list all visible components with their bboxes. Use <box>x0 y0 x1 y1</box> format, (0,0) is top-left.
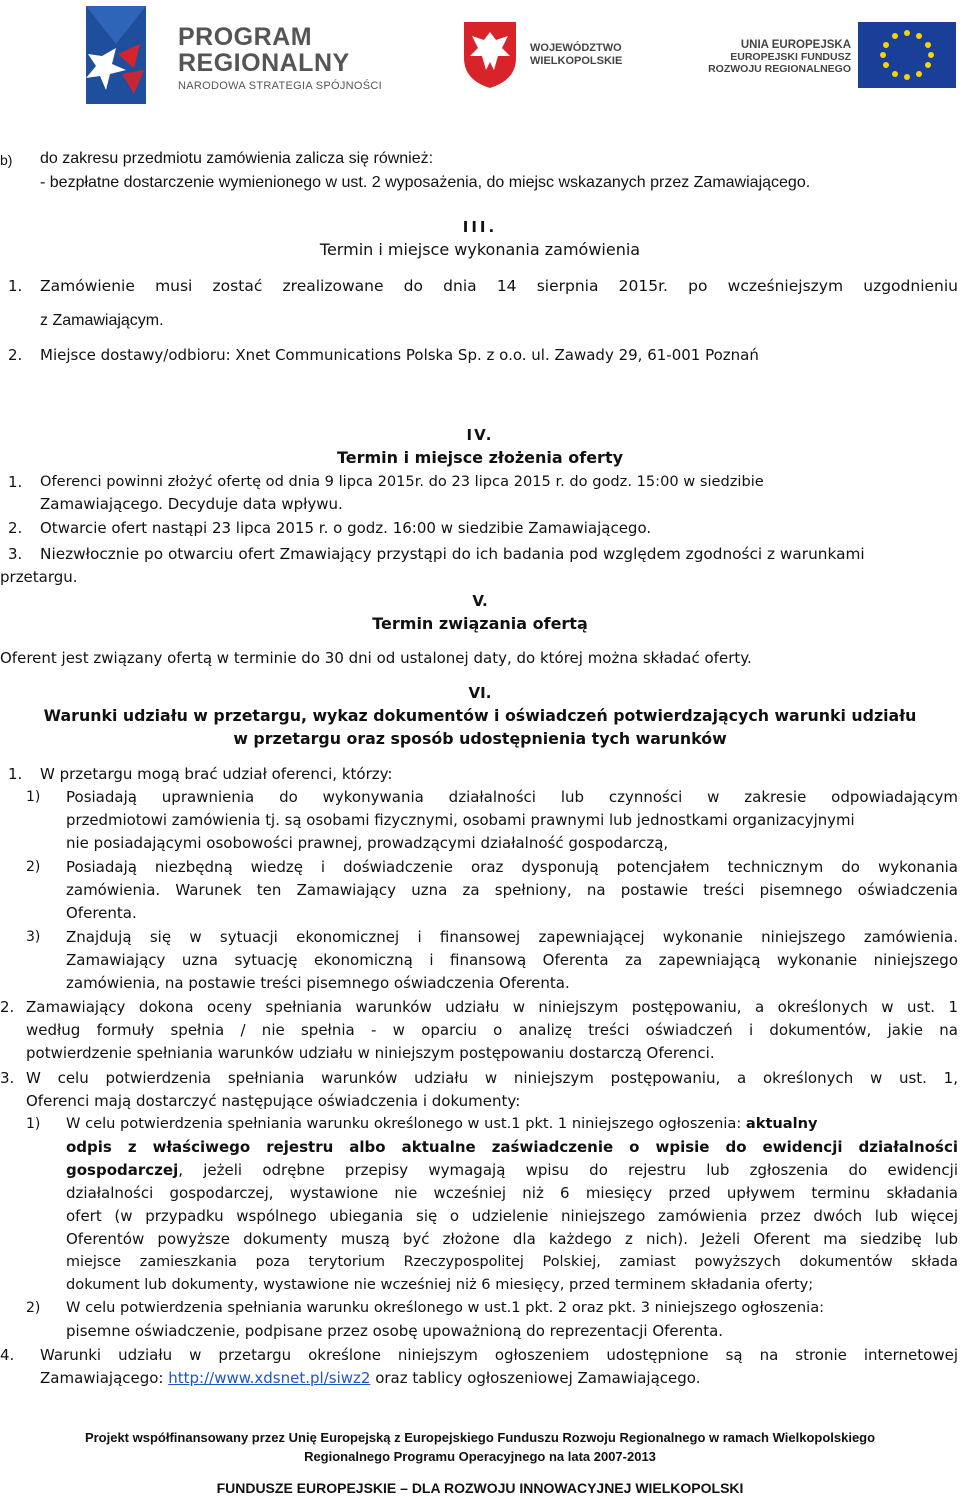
section-6-p3-1-line1 <box>66 1114 818 1134</box>
section-6-p3-1-line4: działalności gospodarczej, wystawione nie wcześniej niż 6 miesięcy przed upływem terminu składania <box>66 1184 958 1202</box>
section-4-p1-number: 1. <box>8 473 23 491</box>
section-6-p2-line3: potwierdzenie spełniania warunków udziału w niniejszym postępowaniu dostarczą Oferenci. <box>26 1044 715 1062</box>
section-5-number: V. <box>472 592 488 610</box>
footer-line2: Regionalnego Programu Operacyjnego na lata 2007-2013 <box>304 1449 656 1464</box>
section-6-p1-2-line2: zamówienia. Warunek ten Zamawiający uzna za spełniony, na postawie treści pisemnego oświadczenia <box>66 881 958 899</box>
section-6-p2-line1: Zamawiający dokona oceny spełniania warunków udziału w niniejszym postępowaniu, a określonych w ust. 1 <box>26 998 958 1016</box>
section-6-p3-line1: W celu potwierdzenia spełniania warunków udziału w niniejszym postępowaniu, a określonych w ust. 1, <box>26 1069 958 1087</box>
section-6-p3-1-line2: odpis z właściwego rejestru albo aktualne zaświadczenie o wpisie do ewidencji działalności <box>66 1138 958 1156</box>
section-6-p1-3-line1: Znajdują się w sytuacji ekonomicznej i finansowej zapewniającej wykonanie niniejszego zamówienia. <box>66 928 958 946</box>
section-6-p4-line1: Warunki udziału w przetargu określone niniejszym ogłoszeniem udostępnione są na stronie internetowej <box>40 1346 958 1364</box>
wielkopolska-crest-icon <box>460 18 520 90</box>
section-6-title-line1: Warunki udziału w przetargu, wykaz dokumentów i oświadczeń potwierdzających warunki udziału <box>43 706 917 725</box>
section-3-title: Termin i miejsce wykonania zamówienia <box>319 240 641 259</box>
section-6-p3-1-line5: ofert (w przypadku wspólnego ubiegania się o udzielenie niniejszego zamówienia przez dwóch lub więcej <box>66 1207 958 1225</box>
section-3-p2: Miejsce dostawy/odbioru: Xnet Communications Polska Sp. z o.o. ul. Zawady 29, 61-001 Poznań <box>40 346 759 364</box>
section-3-p1-line1: Zamówienie musi zostać zrealizowane do dnia 14 sierpnia 2015r. po wcześniejszym uzgodnieniu <box>40 277 958 295</box>
section-6-p4-line2 <box>40 1368 700 1388</box>
section-6-p1-number: 1. <box>8 765 23 783</box>
section-6-p3-1-line8: dokument lub dokumenty, wystawione nie wcześniej niż 6 miesięcy, przed terminem składania oferty; <box>66 1276 814 1293</box>
section-6-p2-line2: według formuły spełnia / nie spełnia - w oparciu o analizę treści oświadczeń i dokumentów, jakie na <box>26 1021 958 1039</box>
section-6-p3-1-line7: miejsce zamieszkania poza terytorium Rzeczypospolitej Polskiej, zamiast powyższych dokumentów składa <box>66 1254 958 1270</box>
section-4-title: Termin i miejsce złożenia oferty <box>336 448 624 467</box>
eu-line3: ROZWOJU REGIONALNEGO <box>708 63 851 75</box>
program-regionalny-logo-icon <box>82 4 162 108</box>
eu-line2: EUROPEJSKI FUNDUSZ <box>730 51 851 63</box>
section-6-p1-1-line1: Posiadają uprawnienia do wykonywania działalności lub czynności w zakresie odpowiadającym <box>66 788 958 806</box>
section-6-p4-number: 4. <box>0 1346 15 1364</box>
section-5-text: Oferent jest związany ofertą w terminie do 30 dni od ustalonej daty, do której można składać oferty. <box>0 649 752 667</box>
program-title <box>178 24 350 76</box>
section-3-p2-number: 2. <box>8 346 23 364</box>
section-6-p1-3-line3: zamówienia, na postawie treści pisemnego oświadczenia Oferenta. <box>66 974 570 992</box>
section-6-p4-line2-end: oraz tablicy ogłoszeniowej Zamawiającego. <box>370 1369 701 1387</box>
section-6-number: VI. <box>468 684 492 702</box>
section-6-p3-1-line3 <box>66 1160 958 1180</box>
section-6-p2-number: 2. <box>0 998 15 1016</box>
section-4-p2-number: 2. <box>8 519 23 537</box>
section-b-line2: - bezpłatne dostarczenie wymienionego w ust. 2 wyposażenia, do miejsc wskazanych przez Zamawiającego. <box>40 174 811 191</box>
program-title-line1: PROGRAM <box>178 23 313 51</box>
section-6-p1-2-number: 2) <box>26 859 41 875</box>
section-3-p1-number: 1. <box>8 277 23 295</box>
footer-line1: Projekt współfinansowany przez Unię Europejską z Europejskiego Funduszu Rozwoju Regionalnego w ramach Wielkopolskiego <box>84 1430 876 1445</box>
section-3-p1-line2: z Zamawiającym. <box>40 312 164 329</box>
section-6-p3-number: 3. <box>0 1069 15 1087</box>
section-b-line1: do zakresu przedmiotu zamówienia zalicza się również: <box>40 150 434 167</box>
program-title-line2: REGIONALNY <box>178 49 350 77</box>
section-6-p3-2-line2: pisemne oświadczenie, podpisane przez osobę upoważnioną do reprezentacji Oferenta. <box>66 1322 724 1340</box>
section-4-p3-number: 3. <box>8 545 23 563</box>
section-6-p3-2-number: 2) <box>26 1300 41 1316</box>
section-6-p4-line2-text: Zamawiającego: <box>40 1369 169 1387</box>
voivodeship-line1: WOJEWÓDZTWO <box>530 42 622 54</box>
siwz-link[interactable]: http://www.xdsnet.pl/siwz2 <box>168 1369 371 1387</box>
eu-fund-text <box>686 39 851 75</box>
voivodeship-line2: WIELKOPOLSKIE <box>530 55 623 67</box>
section-6-p1-2-line1: Posiadają niezbędną wiedzę i doświadczenie oraz dysponują potencjałem technicznym do wykonania <box>66 858 958 876</box>
section-6-p1-3-number: 3) <box>26 929 41 945</box>
section-4-p1-line2: Zamawiającego. Decyduje data wpływu. <box>40 495 343 513</box>
section-6-p3-2-line1: W celu potwierdzenia spełniania warunku określonego w ust.1 pkt. 2 oraz pkt. 3 niniejszego ogłoszenia: <box>66 1299 825 1316</box>
section-6-p1-2-line3: Oferenta. <box>66 904 137 922</box>
footer-line3: FUNDUSZE EUROPEJSKIE – DLA ROZWOJU INNOWACYJNEJ WIELKOPOLSKI <box>216 1480 744 1496</box>
section-6-p3-1-line1-text: W celu potwierdzenia spełniania warunku określonego w ust.1 pkt. 1 niniejszego ogłoszenia: <box>66 1115 746 1132</box>
eu-flag-icon <box>858 22 956 88</box>
header-logos <box>0 0 960 110</box>
section-6-p3-1-line1-bold: aktualny <box>745 1115 818 1132</box>
section-6-p3-1-line3-bold: gospodarczej <box>66 1161 179 1179</box>
section-b-marker: b) <box>0 152 13 168</box>
section-6-p1-1-number: 1) <box>26 789 41 805</box>
section-3-number: III. <box>462 218 498 236</box>
section-4-p1-line1: Oferenci powinni złożyć ofertę od dnia 9 lipca 2015r. do 23 lipca 2015 r. do godz. 15:00 w siedzibie <box>40 473 764 490</box>
section-4-number: IV. <box>466 426 494 444</box>
section-6-p1: W przetargu mogą brać udział oferenci, którzy: <box>40 765 393 783</box>
section-6-p1-3-line2: Zamawiający uzna sytuację ekonomiczną i finansową Oferenta za zapewniającą wykonanie niniejszego <box>66 951 958 969</box>
section-5-title: Termin związania ofertą <box>372 614 588 633</box>
section-4-p2: Otwarcie ofert nastąpi 23 lipca 2015 r. o godz. 16:00 w siedzibie Zamawiającego. <box>40 519 652 537</box>
section-6-p3-line2: Oferenci mają dostarczyć następujące oświadczenia i dokumenty: <box>26 1092 521 1110</box>
eu-line1: UNIA EUROPEJSKA <box>740 39 851 51</box>
section-4-p3-line1: Niezwłocznie po otwarciu ofert Zmawiający przystąpi do ich badania pod względem zgodności z warunkami <box>40 545 865 563</box>
section-6-title-line2: w przetargu oraz sposób udostępnienia tych warunków <box>233 729 727 748</box>
section-6-p3-1-line6: Oferentów powyższe dokumenty muszą być złożone dla każdego z nich). Jeżeli Oferent ma siedzibę lub <box>66 1230 958 1248</box>
section-6-p1-1-line2: przedmiotowi zamówienia tj. są osobami fizycznymi, osobami prawnymi lub jednostkami organizacyjnymi <box>66 811 855 829</box>
section-4-p3-line2: przetargu. <box>0 568 78 586</box>
program-subtitle: NARODOWA STRATEGIA SPÓJNOŚCI <box>178 80 382 92</box>
voivodeship-text <box>530 42 622 68</box>
section-6-p3-1-line3-text: , jeżeli odrębne przepisy wymagają wpisu do rejestru lub zgłoszenia do ewidencji <box>178 1161 958 1179</box>
section-6-p3-1-number: 1) <box>26 1116 41 1132</box>
section-6-p1-1-line3: nie posiadającymi osobowości prawnej, prowadzącymi działalność gospodarczą, <box>66 834 669 852</box>
